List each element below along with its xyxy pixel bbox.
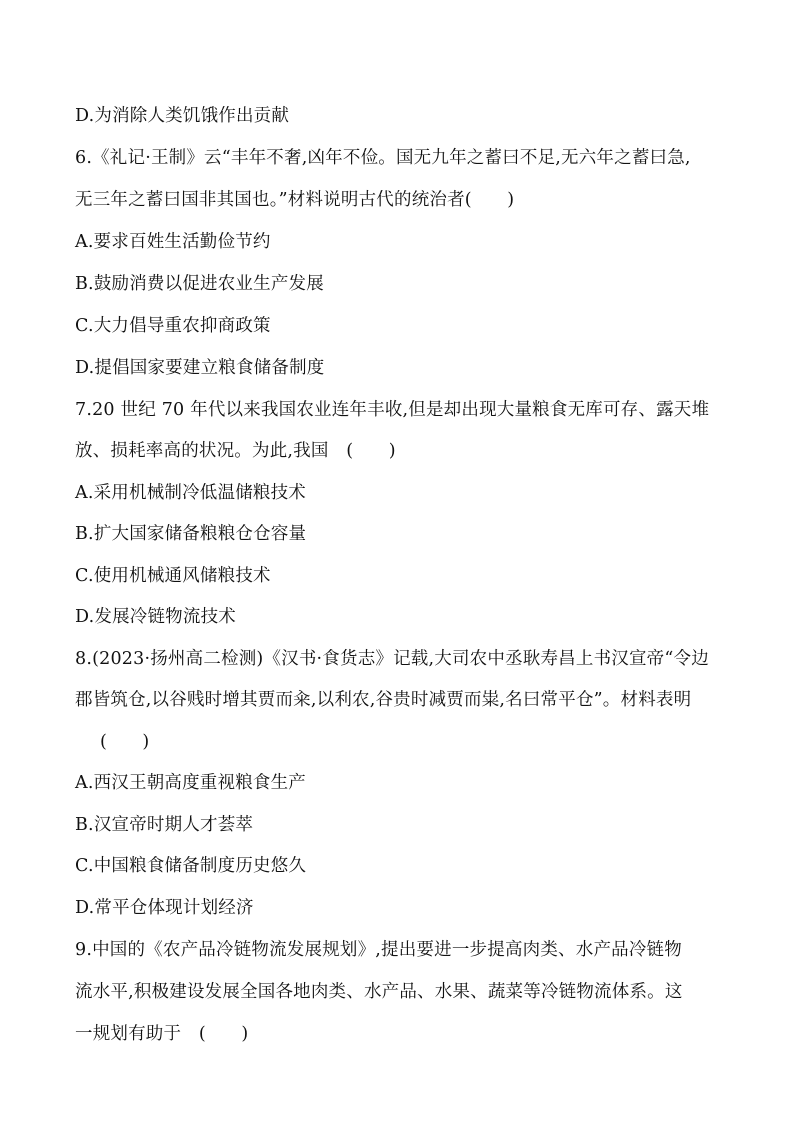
q7-stem-line2: 放、损耗率高的状况。为此,我国 ( ) [75,441,396,461]
q6-option-d: D.提倡国家要建立粮食储备制度 [75,358,325,378]
q8-option-d: D.常平仓体现计划经济 [75,898,254,918]
q7-option-b: B.扩大国家储备粮粮仓仓容量 [75,524,307,544]
q6-option-c: C.大力倡导重农抑商政策 [75,316,271,336]
q6-option-b: B.鼓励消费以促进农业生产发展 [75,274,324,294]
q6-stem-line2: 无三年之蓄曰国非其国也。”材料说明古代的统治者( ) [75,190,515,210]
q7-stem-line1: 7.20 世纪 70 年代以来我国农业连年丰收,但是却出现大量粮食无库可存、露天堆 [75,400,710,420]
q9-stem-line2: 流水平,积极建设发展全国各地肉类、水产品、水果、蔬菜等冷链物流体系。这 [75,982,683,1002]
q8-option-a: A.西汉王朝高度重视粮食生产 [75,773,306,793]
q5-option-d: D.为消除人类饥饿作出贡献 [75,106,290,126]
q6-stem-line1: 6.《礼记·王制》云“丰年不奢,凶年不俭。国无九年之蓄曰不足,无六年之蓄曰急, [75,148,691,168]
q9-stem-line3: 一规划有助于 ( ) [75,1024,249,1044]
q7-option-d: D.发展冷链物流技术 [75,607,236,627]
q8-option-b: B.汉宣帝时期人才荟萃 [75,815,254,835]
q8-answer-blank: ( ) [100,732,150,752]
q8-option-c: C.中国粮食储备制度历史悠久 [75,856,307,876]
q8-stem-line2: 郡皆筑仓,以谷贱时增其贾而籴,以利农,谷贵时减贾而粜,名曰常平仓”。材料表明 [75,690,692,710]
q7-option-c: C.使用机械通风储粮技术 [75,566,271,586]
q6-option-a: A.要求百姓生活勤俭节约 [75,232,271,252]
q7-option-a: A.采用机械制冷低温储粮技术 [75,483,306,503]
q9-stem-line1: 9.中国的《农产品冷链物流发展规划》,提出要进一步提高肉类、水产品冷链物 [75,940,682,960]
q8-stem-line1: 8.(2023·扬州高二检测)《汉书·食货志》记载,大司农中丞耿寿昌上书汉宣帝“令边 [75,649,709,669]
